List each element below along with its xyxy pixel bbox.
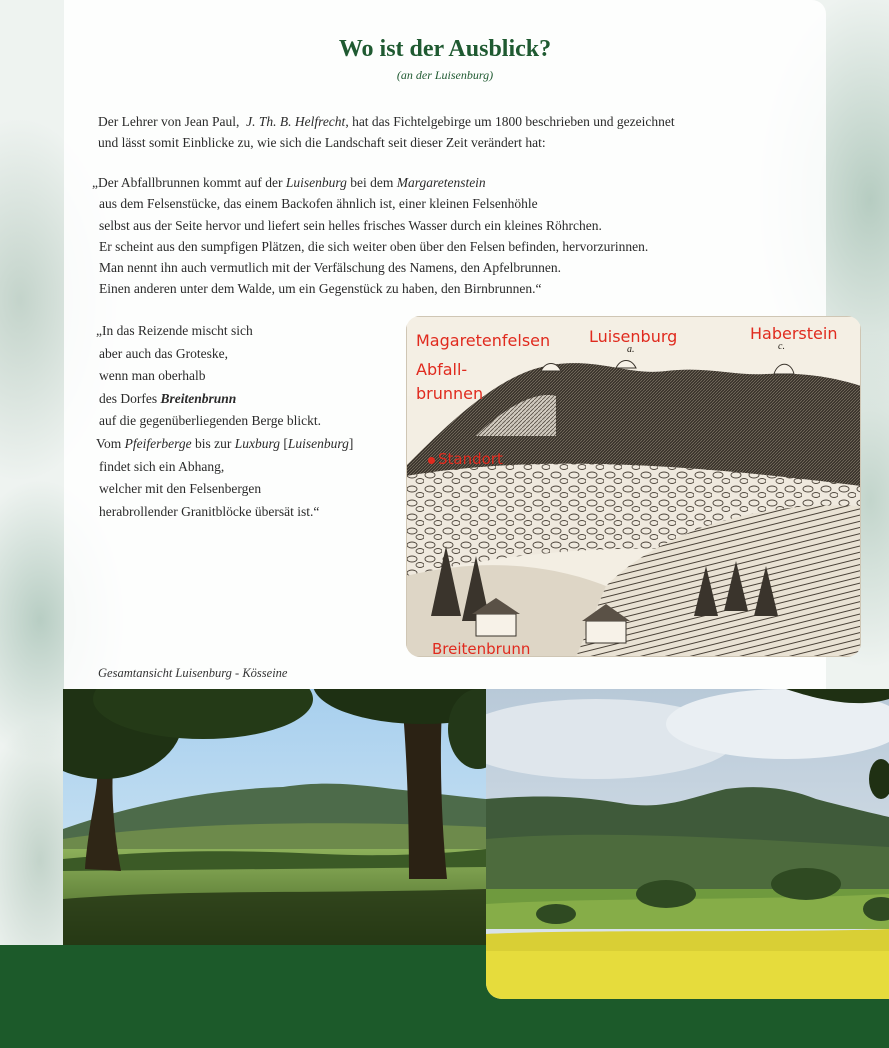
place-name: Luisenburg: [285, 175, 347, 190]
place-name: Pfeiferberge: [124, 435, 192, 451]
quote-text: ]: [348, 435, 354, 451]
engraved-letter-c: c.: [778, 341, 785, 352]
quote-line: [96, 433, 396, 456]
label-breitenbrunn: Breitenbrunn: [432, 640, 531, 657]
intro-line-2: und lässt somit Einblicke zu, wie sich die Landschaft seit dieser Zeit verändert hat:: [98, 135, 546, 150]
label-standort: Standort: [438, 450, 503, 468]
quote-text: Vom: [96, 435, 125, 451]
quote-line: [92, 172, 772, 193]
quote-text: [: [280, 435, 288, 451]
photo-view-through-trees: [63, 689, 486, 945]
place-name: Margaretenstein: [396, 175, 486, 190]
photo-artwork: [486, 689, 889, 999]
place-name: Luxburg: [234, 435, 281, 451]
photo-caption: Gesamtansicht Luisenburg - Kösseine: [98, 666, 288, 680]
quote-line: findet sich ein Abhang,: [99, 458, 225, 474]
intro-paragraph: [98, 111, 758, 153]
label-abfall: Abfall-: [416, 360, 468, 379]
page-subtitle: (an der Luisenburg): [396, 68, 494, 82]
photo-artwork: [63, 689, 486, 945]
quote-line: Man nennt ihn auch vermutlich mit der Verfälschung des Namens, den Apfelbrunnen.: [99, 260, 562, 276]
quote-line: aber auch das Groteske,: [99, 345, 228, 361]
quote-abfallbrunnen: [92, 172, 772, 300]
engraving-artwork: [406, 316, 861, 657]
label-luisenburg: Luisenburg: [589, 327, 678, 346]
quote-line: selbst aus der Seite hervor und liefert sein helles frisches Wasser durch ein kleines Röhrchen.: [99, 217, 602, 233]
quote-line: Einen anderen unter dem Walde, um ein Gegenstück zu haben, den Birnbrunnen.“: [99, 281, 542, 297]
quote-line: herabrollender Granitblöcke übersät ist.“: [99, 503, 320, 519]
label-haberstein: Haberstein: [750, 324, 838, 343]
photo-rapeseed-field: [486, 689, 889, 999]
label-magaretenfelsen: Magaretenfelsen: [416, 331, 551, 350]
historical-engraving: [406, 316, 861, 657]
quote-text: des Dorfes: [99, 390, 161, 406]
quote-line: auf die gegenüberliegenden Berge blickt.: [99, 413, 322, 429]
intro-text: , hat das Fichtelgebirge um 1800 beschrieben und gezeichnet: [345, 114, 675, 129]
quote-text: bei dem: [346, 175, 397, 190]
quote-line: „In das Reizende mischt sich: [96, 323, 253, 338]
quote-line: Er scheint aus den sumpfigen Plätzen, die sich weiter oben über den Felsen befinden, hervorzurinnen.: [99, 238, 649, 254]
page-title: Wo ist der Ausblick?: [338, 36, 552, 62]
quote-line: [96, 388, 396, 411]
quote-line: welcher mit den Felsenbergen: [99, 481, 262, 497]
quote-line: aus dem Felsenstücke, das einem Backofen ähnlich ist, einer kleinen Felsenhöhle: [99, 196, 538, 212]
engraved-letter-a: a.: [627, 344, 635, 355]
quote-line: wenn man oberhalb: [99, 368, 206, 384]
intro-text: Der Lehrer von Jean Paul,: [98, 114, 240, 129]
quote-text: „Der Abfallbrunnen kommt auf der: [92, 175, 286, 190]
author-name: J. Th. B. Helfrecht: [246, 114, 346, 129]
standort-marker: [428, 457, 435, 464]
quote-text: bis zur: [191, 435, 235, 451]
village-name: Breitenbrunn: [160, 390, 237, 406]
place-name: Luisenburg: [287, 435, 349, 451]
label-brunnen: brunnen: [416, 384, 484, 403]
quote-breitenbrunn: [96, 320, 396, 523]
intro-line-1: [98, 111, 758, 132]
